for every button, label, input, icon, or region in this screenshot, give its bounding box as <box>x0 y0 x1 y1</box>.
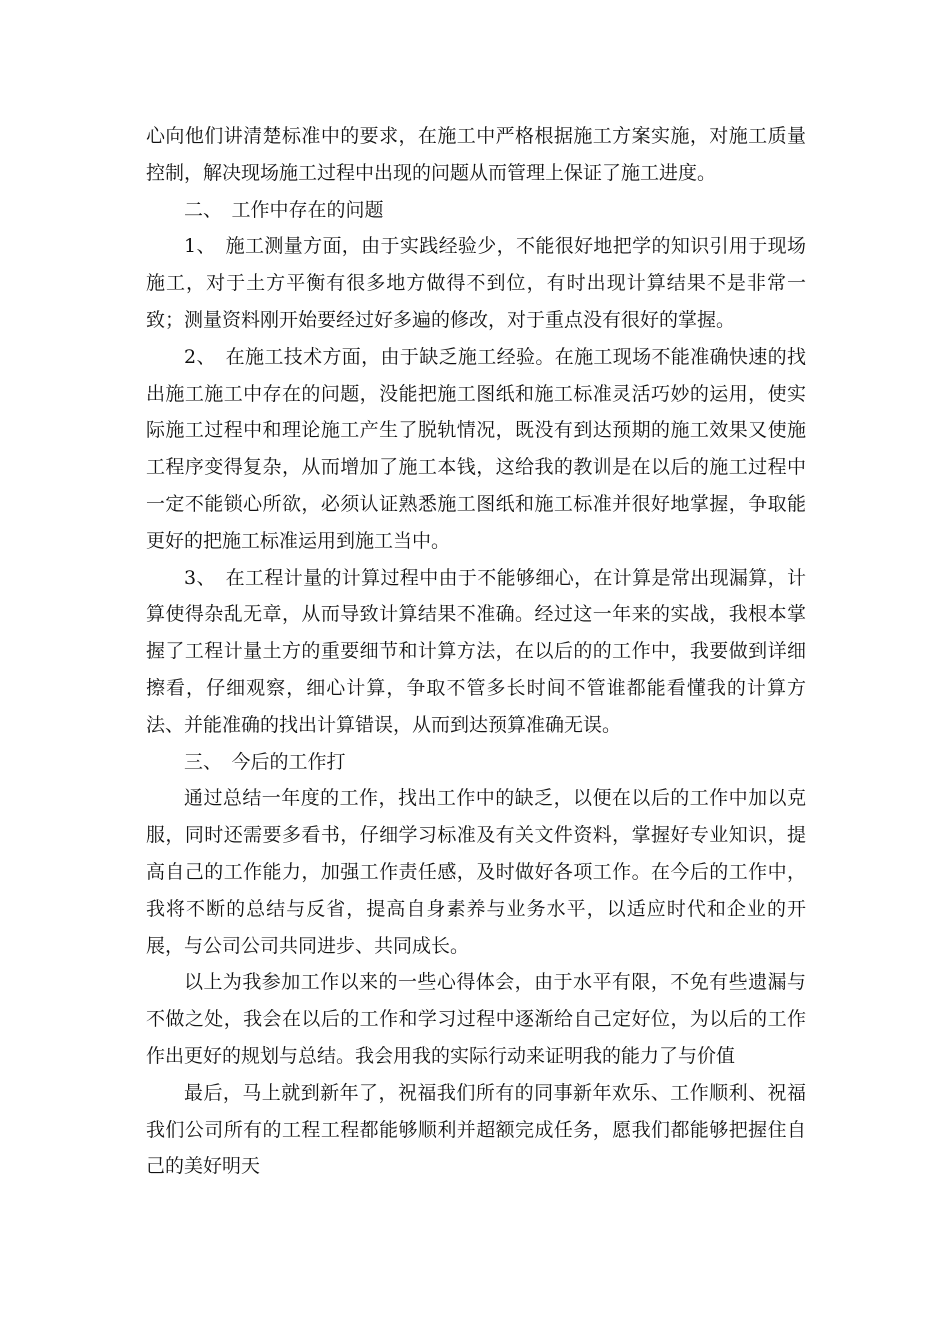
paragraph-closing: 最后，马上就到新年了，祝福我们所有的同事新年欢乐、工作顺利、祝福我们公司所有的工程工程都能够顺利并超额完成任务，愿我们都能够把握住自己的美好明天 <box>146 1081 806 1178</box>
paragraph-item-1: 1、 施工测量方面，由于实践经验少，不能很好地把学的知识引用于现场施工，对于土方平衡有很多地方做得不到位，有时出现计算结果不是非常一致；测量资料刚开始要经过好多遍的修改，对于重点没有很好的掌握。 <box>146 235 806 331</box>
paragraph-item-3: 3、 在工程计量的计算过程中由于不能够细心，在计算是常出现漏算，计算使得杂乱无章，从而导致计算结果不准确。经过这一年来的实战，我根本掌握了工程计量土方的重要细节和计算方法，在以后的的工作中，我要做到详细擦看，仔细观察，细心计算，争取不管多长时间不管谁都能看懂我的计算方法、并能准确的找出计算错误，从而到达预算准确无误。 <box>146 566 806 736</box>
section-heading-future-work: 三、 今后的工作打 <box>184 750 346 773</box>
paragraph-item-2: 2、 在施工技术方面，由于缺乏施工经验。在施工现场不能准确快速的找出施工施工中存在的问题，没能把施工图纸和施工标准灵活巧妙的运用，使实际施工过程中和理论施工产生了脱轨情况，既没有到达预期的施工效果又使施工程序变得复杂，从而增加了施工本钱，这给我的教训是在以后的施工过程中一定不能锁心所欲，必须认证熟悉施工图纸和施工标准并很好地掌握，争取能更好的把施工标准运用到施工当中。 <box>146 345 806 552</box>
document-body <box>146 118 806 1185</box>
paragraph-continuation: 心向他们讲清楚标准中的要求，在施工中严格根据施工方案实施，对施工质量控制，解决现场施工过程中出现的问题从而管理上保证了施工进度。 <box>146 125 806 184</box>
section-heading-problems: 二、 工作中存在的问题 <box>184 198 384 221</box>
paragraph-future-plan: 通过总结一年度的工作，找出工作中的缺乏，以便在以后的工作中加以克服，同时还需要多看书，仔细学习标准及有关文件资料，掌握好专业知识，提高自己的工作能力，加强工作责任感，及时做好各项工作。在今后的工作中，我将不断的总结与反省，提高自身素养与业务水平，以适应时代和企业的开展，与公司公司共同进步、共同成长。 <box>146 787 806 957</box>
paragraph-reflection: 以上为我参加工作以来的一些心得体会，由于水平有限，不免有些遗漏与不做之处，我会在以后的工作和学习过程中逐渐给自己定好位，为以后的工作作出更好的规划与总结。我会用我的实际行动来证明我的能力了与价值 <box>146 971 806 1067</box>
